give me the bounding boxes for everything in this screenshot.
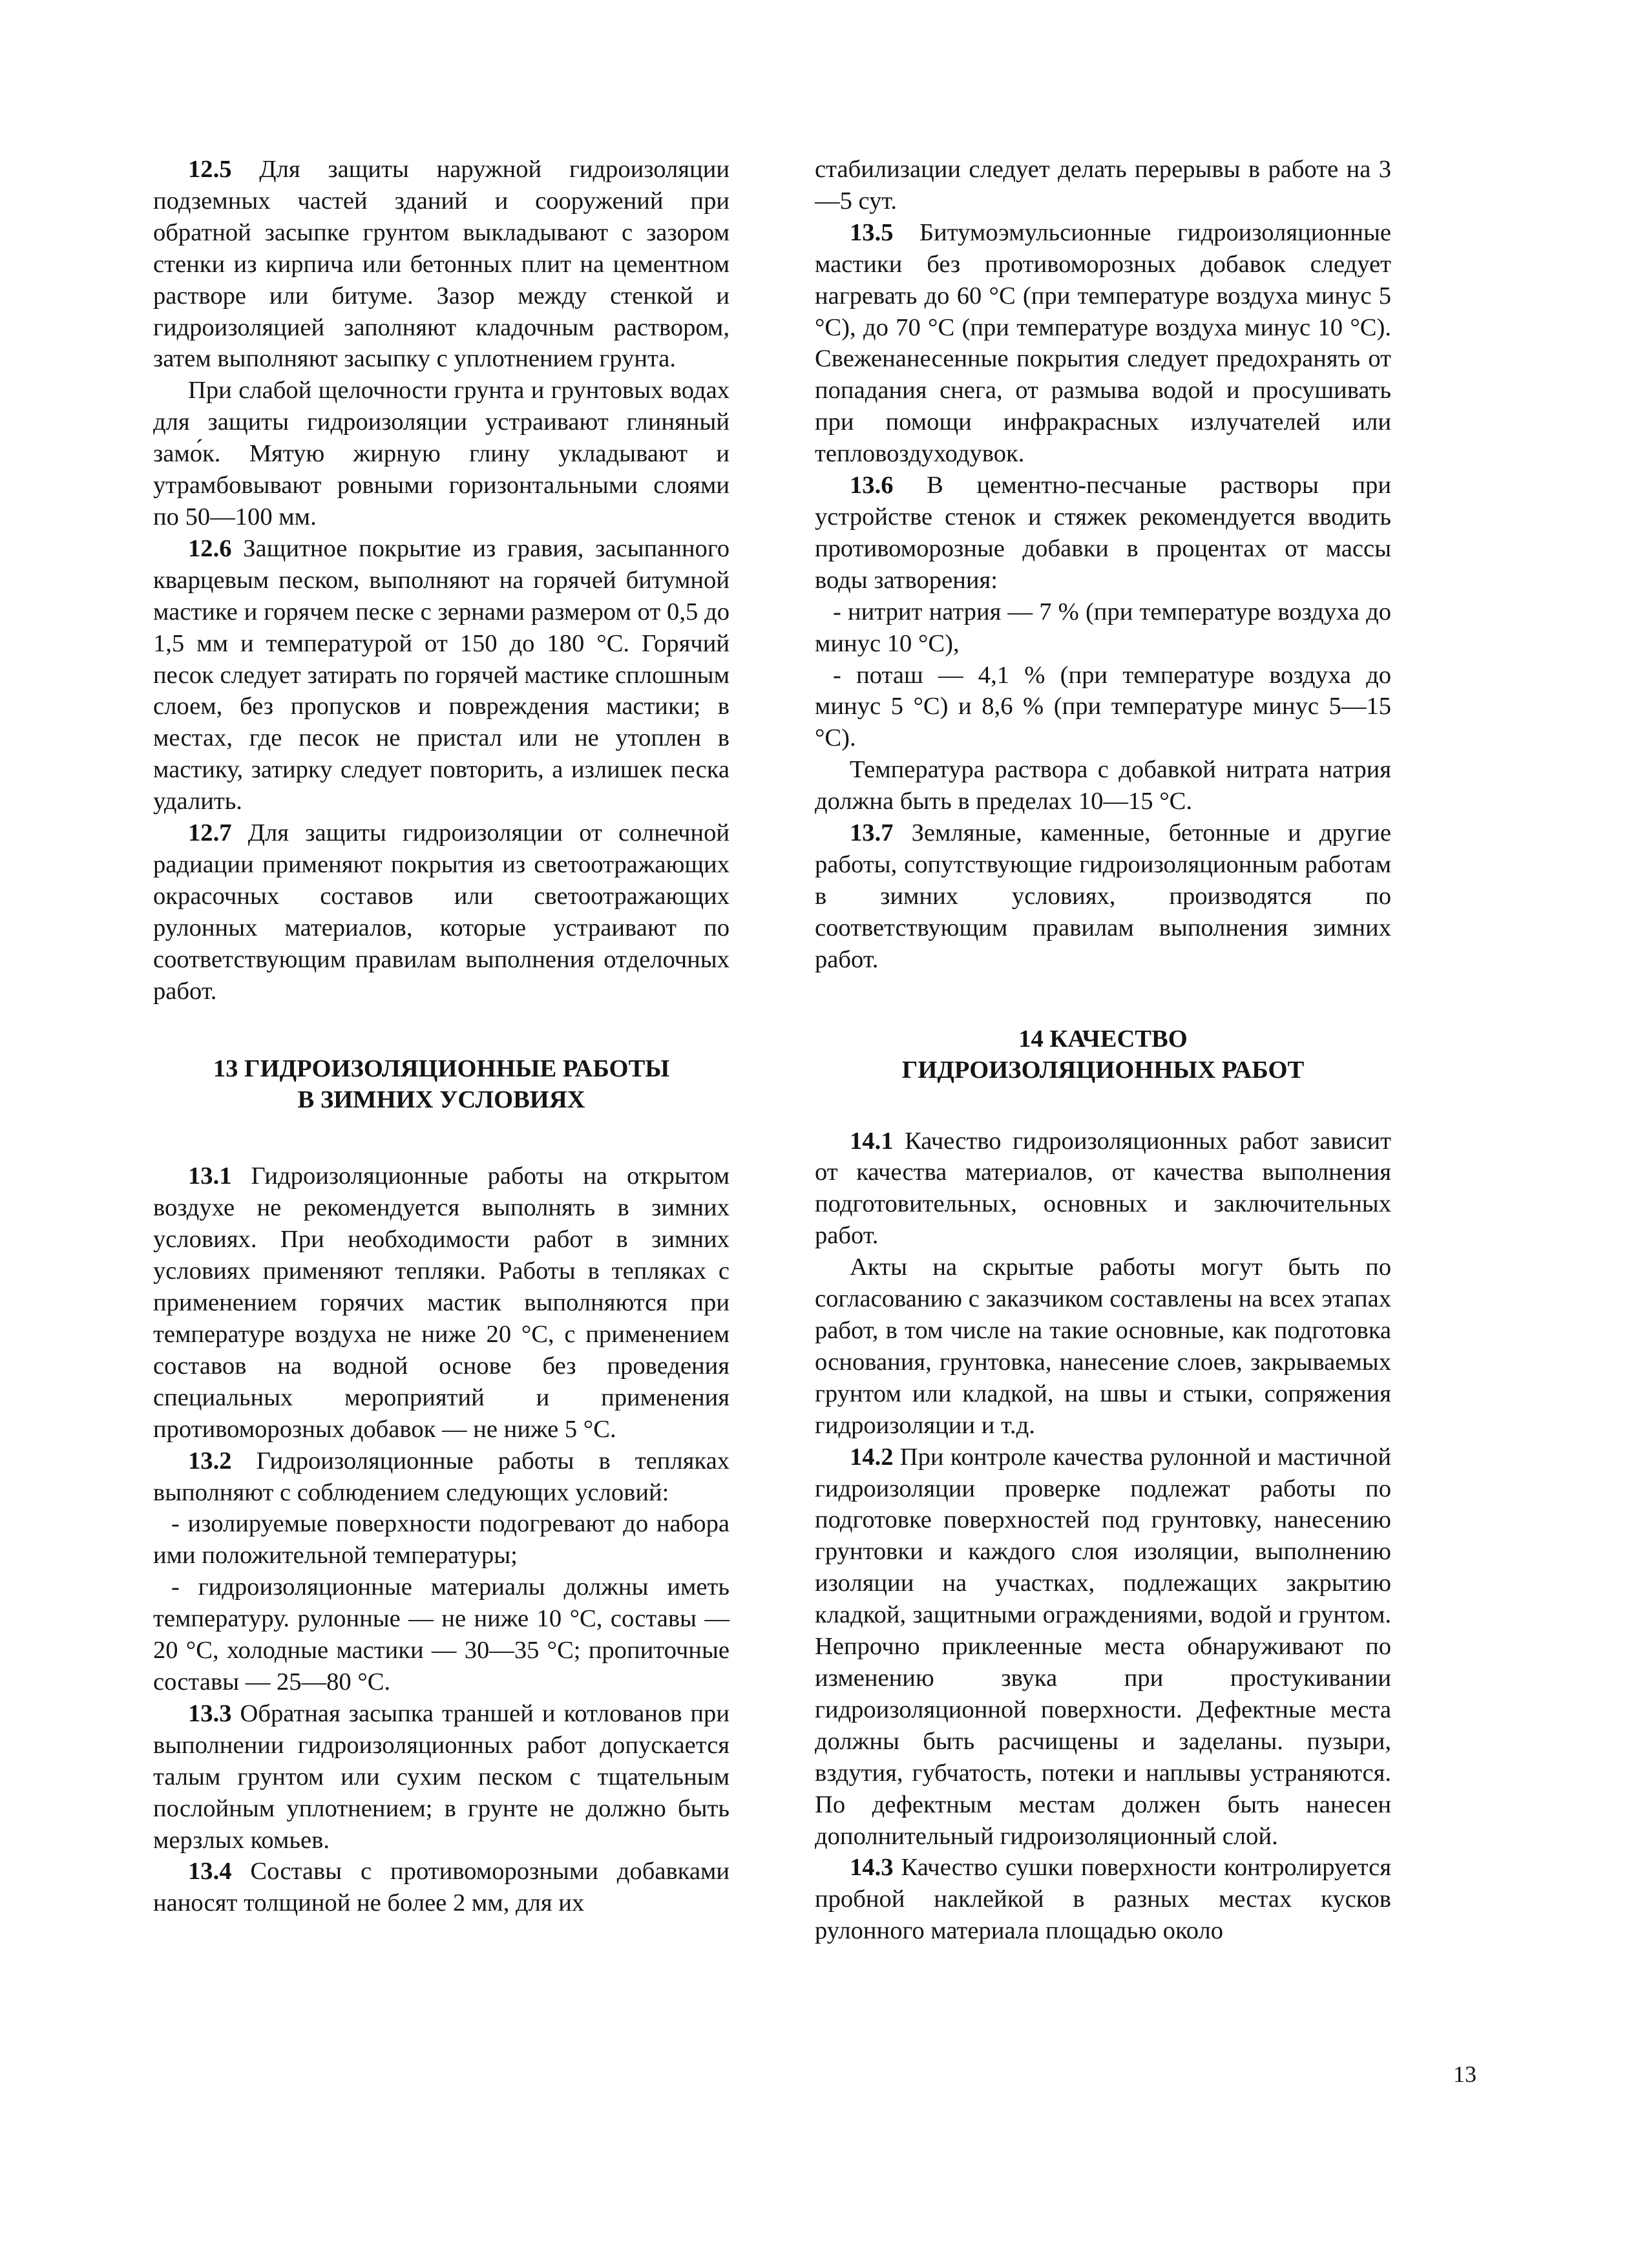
paragraph-text: Качество гидроизоляционных работ зависит от качества материалов, от качества выполнения подготовительных, основных и заключительных работ.: [815, 1127, 1391, 1250]
paragraph-14-2: [815, 1442, 1391, 1853]
page-number: 13: [1453, 2061, 1476, 2087]
clause-number: 12.7: [188, 819, 232, 847]
heading-line: 13 ГИДРОИЗОЛЯЦИОННЫЕ РАБОТЫ: [213, 1055, 670, 1083]
heading-line: 14 КАЧЕСТВО: [1018, 1025, 1188, 1053]
paragraph-13-1: [153, 1160, 730, 1445]
paragraph-text: Для защиты наружной гидроизоляции подземных частей зданий и сооружений при обратной засыпке грунтом выкладывают с зазором стенки из кирпича или бетонных плит на цементном растворе или битуме. Зазор между стенкой и гидроизоляцией заполняют кладочным раствором, затем выполняют засыпку с уплотнением грунта.: [153, 156, 730, 373]
paragraph-13-7: [815, 817, 1391, 976]
paragraph-13-3: [153, 1698, 730, 1856]
list-item-sodium-nitrite: - нитрит натрия — 7 % (при температуре воздуха до минус 10 °С),: [815, 598, 1391, 657]
paragraph-text: При контроле качества рулонной и мастичной гидроизоляции проверке подлежат работы по подготовке поверхностей под грунтовку, нанесению грунтовки и каждого слоя изоляции, выполнению изоляции на участках, подлежащих закрытию кладкой, защитными ограждениями, водой и грунтом. Непрочно приклеенные места обнаруживают по изменению звука при простукивании гидроизоляционной поверхности. Дефектные места должны быть расчищены и заделаны. пузыри, вздутия, губчатость, потеки и наплывы устраняются. По дефектным местам должен быть нанесен дополнительный гидроизоляционный слой.: [815, 1443, 1391, 1850]
clause-number: 14.2: [850, 1443, 894, 1471]
clause-number: 13.3: [188, 1699, 232, 1727]
clause-number: 13.4: [188, 1858, 232, 1885]
list-item-heated-surfaces: - изолируемые поверхности подогревают до набора ими положительной температуры;: [153, 1510, 730, 1570]
clause-number: 13.6: [850, 472, 894, 499]
left-column: [153, 154, 730, 1919]
paragraph-text: Битумоэмульсионные гидроизоляционные мастики без противоморозных добавок следует нагревать до 60 °С (при температуре воздуха минус 5 °С), до 70 °С (при температуре воздуха минус 10 °С). Свеженанесенные покрытия следует предохранять от попадания снега, от размыва водой и просушивать при помощи инфракрасных излучателей или тепловоздуходувок.: [815, 218, 1391, 468]
paragraph-12-5: [153, 154, 730, 375]
paragraph-12-5-clay-lock: При слабой щелочности грунта и грунтовых водах для защиты гидроизоляции устраивают глиняный замо́к. Мятую жирную глину укладывают и утрамбовывают ровными горизонтальными слоями по 50—100 мм.: [153, 377, 730, 530]
paragraph-14-1: [815, 1126, 1391, 1252]
paragraph-12-7: [153, 817, 730, 1007]
paragraph-13-5: [815, 217, 1391, 470]
clause-number: 14.1: [850, 1127, 894, 1155]
section-heading-14: [815, 1024, 1391, 1086]
clause-number: 12.6: [188, 534, 232, 562]
clause-number: 13.2: [188, 1447, 232, 1475]
list-item-potash: - поташ — 4,1 % (при температуре воздуха до минус 5 °С) и 8,6 % (при температуре минус 5—15 °С).: [815, 661, 1391, 752]
paragraph-14-3: [815, 1852, 1391, 1947]
heading-line: ГИДРОИЗОЛЯЦИОННЫХ РАБОТ: [901, 1056, 1305, 1084]
paragraph-13-2: [153, 1445, 730, 1509]
paragraph-13-6-mortar-temperature: Температура раствора с добавкой нитрата натрия должна быть в пределах 10—15 °С.: [815, 756, 1391, 815]
clause-number: 13.5: [850, 218, 894, 246]
paragraph-13-6: [815, 470, 1391, 596]
paragraph-text: Составы с противоморозными добавками наносят толщиной не более 2 мм, для их: [153, 1858, 730, 1917]
heading-line: В ЗИМНИХ УСЛОВИЯХ: [297, 1086, 585, 1114]
paragraph-14-1-hidden-works-acts: Акты на скрытые работы могут быть по согласованию с заказчиком составлены на всех этапах работ, в том числе на такие основные, как подготовка основания, грунтовка, нанесение слоев, закрываемых грунтом или кладкой, на швы и стыки, сопряжения гидроизоляции и т.д.: [815, 1254, 1391, 1439]
clause-number: 13.7: [850, 819, 894, 847]
paragraph-text: Гидроизоляционные работы в тепляках выполняют с соблюдением следующих условий:: [153, 1447, 730, 1506]
list-item-material-temperature: - гидроизоляционные материалы должны иметь температуру. рулонные — не ниже 10 °С, составы — 20 °С, холодные мастики — 30—35 °С; пропиточные составы — 25—80 °С.: [153, 1573, 730, 1696]
right-column: [815, 154, 1391, 1947]
paragraph-text: Земляные, каменные, бетонные и другие работы, сопутствующие гидроизоляционным работам в зимних условиях, производятся по соответствующим правилам выполнения зимних работ.: [815, 819, 1391, 973]
paragraph-text: Защитное покрытие из гравия, засыпанного кварцевым песком, выполняют на горячей битумной мастике и горячем песке с зернами размером от 0,5 до 1,5 мм и температурой от 150 до 180 °С. Горячий песок следует затирать по горячей мастике сплошным слоем, без пропусков и повреждения мастики; в местах, где песок не пристал или не утоплен в мастику, затирку следует повторить, а излишек песка удалить.: [153, 534, 730, 815]
clause-number: 12.5: [188, 156, 232, 183]
paragraph-text: В цементно-песчаные растворы при устройстве стенок и стяжек рекомендуется вводить противоморозные добавки в процентах от массы воды затворения:: [815, 472, 1391, 594]
paragraph-text: Для защиты гидроизоляции от солнечной радиации применяют покрытия из светоотражающих окрасочных составов или светоотражающих рулонных материалов, которые устраивают по соответствующим правилам выполнения отделочных работ.: [153, 819, 730, 1005]
paragraph-text: Обратная засыпка траншей и котлованов при выполнении гидроизоляционных работ допускается талым грунтом или сухим песком с тщательным послойным уплотнением; в грунте не должно быть мерзлых комьев.: [153, 1699, 730, 1854]
paragraph-text: Качество сушки поверхности контролируется пробной наклейкой в разных местах кусков рулонного материала площадью около: [815, 1854, 1391, 1945]
paragraph-12-6: [153, 533, 730, 817]
paragraph-text: Гидроизоляционные работы на открытом воздухе не рекомендуется выполнять в зимних условиях. При необходимости работ в зимних условиях применяют тепляки. Работы в тепляках с применением горячих мастик выполняются при температуре воздуха не ниже 20 °С, с применением составов на водной основе без проведения специальных мероприятий и применения противоморозных добавок — не ниже 5 °С.: [153, 1162, 730, 1443]
clause-number: 14.3: [850, 1854, 894, 1882]
paragraph-13-4-continued: стабилизации следует делать перерывы в работе на 3—5 сут.: [815, 156, 1391, 215]
section-heading-13: [153, 1053, 730, 1115]
clause-number: 13.1: [188, 1162, 232, 1190]
paragraph-13-4: [153, 1856, 730, 1919]
